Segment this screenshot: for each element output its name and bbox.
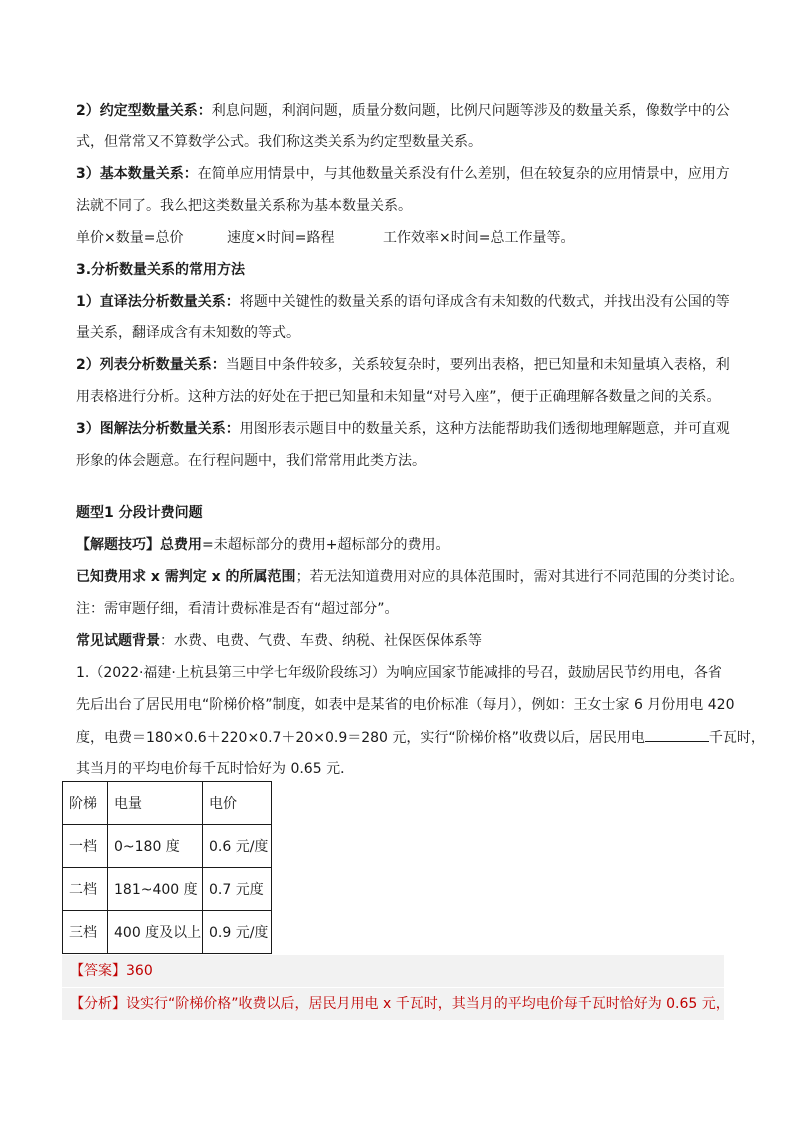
sec2-line1 [76, 101, 730, 121]
sec3-line1 [76, 164, 730, 184]
background-text: ：水费、电费、气费、车费、纳税、社保医保体系等 [160, 633, 482, 649]
sec2-line2: 式，但常常又不算数学公式。我们称这类关系为约定型数量关系。 [76, 134, 482, 150]
known-line [76, 567, 744, 587]
problem-line3-unit: 千瓦时， [708, 730, 765, 746]
tariff-table [62, 781, 272, 954]
table-row [63, 825, 272, 868]
method3-text1: 用图形表示题目中的数量关系，这种方法能帮助我们透彻地理解题意，并可直观 [239, 421, 730, 437]
sec2-label: 2）约定型数量关系： [76, 103, 212, 119]
tip-text: =未超标部分的费用+超标部分的费用。 [202, 537, 450, 553]
table-cell: 0.7 元度 [203, 868, 272, 911]
note-line: 注：需审题仔细，看清计费标准是否有“超过部分”。 [76, 601, 399, 617]
problem-line3 [76, 727, 765, 748]
topic-heading: 题型1 分段计费问题 [76, 505, 203, 521]
problem-line4: 其当月的平均电价每千瓦时恰好为 0.65 元． [76, 761, 355, 777]
method1-label: 1）直译法分析数量关系： [76, 294, 240, 310]
tip-line [76, 535, 726, 555]
table-cell: 一档 [63, 825, 108, 868]
method3-line1 [76, 419, 730, 439]
analysis-text: 设实行“阶梯价格”收费以后，居民月用电 x 千瓦时，其当月的平均电价每千瓦时恰好为 0.65 元， [126, 996, 730, 1012]
background-line [76, 631, 726, 651]
table-cell: 0.6 元/度 [203, 825, 272, 868]
answer-value: 360 [126, 963, 153, 979]
answer-blank [645, 727, 709, 742]
table-header-cell: 电量 [108, 782, 203, 825]
table-header-cell: 电价 [203, 782, 272, 825]
answer-line [70, 961, 153, 981]
sec2-text1: 利息问题，利润问题，质量分数问题，比例尺问题等涉及的数量关系，像数学中的公 [211, 103, 730, 119]
table-cell: 0~180 度 [108, 825, 203, 868]
known-label: 已知费用求 x 需判定 x 的所属范围 [76, 569, 296, 585]
table-cell: 二档 [63, 868, 108, 911]
sec3-line2: 法就不同了。我么把这类数量关系称为基本数量关系。 [76, 198, 412, 214]
analysis-line [70, 994, 730, 1014]
answer-box [62, 955, 724, 987]
tip-label: 【解题技巧】总费用 [76, 537, 202, 553]
table-cell: 三档 [63, 911, 108, 954]
formula-work: 工作效率×时间=总工作量等。 [383, 230, 575, 246]
problem-line2: 先后出台了居民用电“阶梯价格”制度，如表中是某省的电价标准（每月），例如：王女士家 6 月份用电 420 [76, 697, 735, 713]
method2-line2: 用表格进行分析。这种方法的好处在于把已知量和未知量“对号入座”，便于正确理解各数量之间的关系。 [76, 389, 721, 405]
formula-price: 单价×数量=总价 [76, 230, 184, 246]
method3-label: 3）图解法分析数量关系： [76, 421, 240, 437]
problem-line3-text: 度，电费＝180×0.6＋220×0.7＋20×0.9＝280 元，实行“阶梯价格”收费以后，居民用电 [76, 730, 645, 746]
sec3-text1: 在简单应用情景中，与其他数量关系没有什么差别，但在较复杂的应用情景中，应用方 [197, 166, 730, 182]
table-cell: 400 度及以上 [108, 911, 203, 954]
method2-text1: 当题目中条件较多，关系较复杂时，要列出表格，把已知量和未知量填入表格，利 [225, 357, 730, 373]
table-cell: 181~400 度 [108, 868, 203, 911]
table-cell: 0.9 元/度 [203, 911, 272, 954]
method1-line2: 量关系，翻译成含有未知数的等式。 [76, 325, 300, 341]
problem-line1: 1.（2022·福建·上杭县第三中学七年级阶段练习）为响应国家节能减排的号召，鼓励居民节约用电，各省 [76, 665, 722, 681]
table-row [63, 868, 272, 911]
table-header-row [63, 782, 272, 825]
sec3-label: 3）基本数量关系： [76, 166, 198, 182]
methods-heading: 3.分析数量关系的常用方法 [76, 262, 246, 278]
formula-speed: 速度×时间=路程 [227, 230, 335, 246]
table-row [63, 911, 272, 954]
background-label: 常见试题背景 [76, 633, 160, 649]
method1-text1: 将题中关键性的数量关系的语句译成含有未知数的代数式，并找出没有公国的等 [239, 294, 730, 310]
method1-line1 [76, 292, 730, 312]
method3-line2: 形象的体会题意。在行程问题中，我们常常用此类方法。 [76, 453, 426, 469]
answer-label: 【答案】 [70, 963, 126, 979]
analysis-label: 【分析】 [70, 996, 126, 1012]
method2-line1 [76, 355, 730, 375]
method2-label: 2）列表分析数量关系： [76, 357, 226, 373]
table-header-cell: 阶梯 [63, 782, 108, 825]
analysis-box [62, 988, 730, 1020]
known-text: ；若无法知道费用对应的具体范围时，需对其进行不同范围的分类讨论。 [295, 569, 744, 585]
